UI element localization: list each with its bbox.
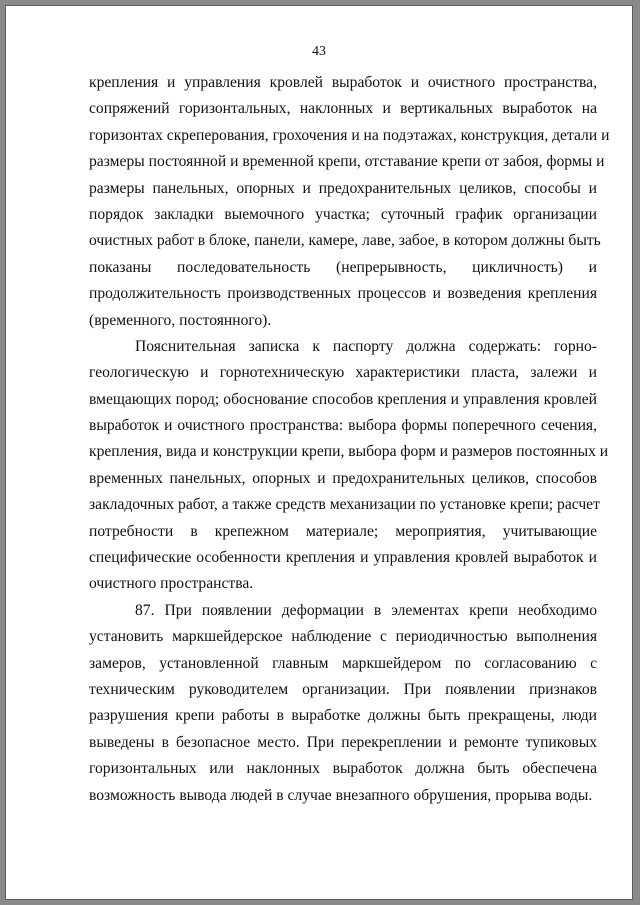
text-line: замеров, установленной главным маркшейдером по согласованию с xyxy=(89,654,597,672)
text-line: потребности в крепежном материале; мероприятия, учитывающие xyxy=(89,522,597,540)
text-line: геологическую и горнотехническую характеристики пласта, залежи и xyxy=(89,364,597,382)
paragraph-2 xyxy=(89,334,609,598)
text-line: размеры постоянной и временной крепи, отставание крепи от забоя, формы и xyxy=(89,153,605,171)
text-line: продолжительность производственных процессов и возведения крепления xyxy=(89,285,597,303)
paragraph-1 xyxy=(89,70,610,334)
document-page xyxy=(6,6,632,899)
text-line: крепления и управления кровлей выработок и очистного пространства, xyxy=(89,74,597,91)
text-line: выработок и очистного пространства: выбора формы поперечного сечения, xyxy=(89,417,597,435)
text-line: Пояснительная записка к паспорту должна содержать: горно- xyxy=(135,337,597,355)
text-line: специфические особенности крепления и управления кровлей выработок и xyxy=(89,549,597,567)
page-number: 43 xyxy=(312,44,326,59)
text-line: размеры панельных, опорных и предохранительных целиков, способы и xyxy=(89,179,597,197)
text-line: порядок закладки выемочного участка; суточный график организации xyxy=(89,205,597,223)
text-line: установить маркшейдерское наблюдение с периодичностью выполнения xyxy=(89,628,597,646)
document-body xyxy=(89,70,610,809)
text-line: разрушения крепи работы в выработке должны быть прекращены, люди xyxy=(89,707,597,725)
paragraph-87 xyxy=(89,598,597,809)
text-line: техническим руководителем организации. При появлении признаков xyxy=(89,680,597,698)
text-line: (временного, постоянного). xyxy=(89,311,272,329)
text-line: крепления, вида и конструкции крепи, выбора форм и размеров постоянных и xyxy=(89,443,609,461)
text-line: закладочных работ, а также средств механизации по установке крепи; расчет xyxy=(89,496,600,514)
text-line: временных панельных, опорных и предохранительных целиков, способов xyxy=(89,469,597,487)
text-line: очистных работ в блоке, панели, камере, лаве, забое, в котором должны быть xyxy=(89,232,601,250)
text-line: возможность вывода людей в случае внезапного обрушения, прорыва воды. xyxy=(89,786,593,804)
text-line: горизонтах скреперования, грохочения и на подэтажах, конструкция, детали и xyxy=(89,126,610,144)
text-line: 87. При появлении деформации в элементах крепи необходимо xyxy=(135,601,597,619)
text-line: показаны последовательность (непрерывность, цикличность) и xyxy=(89,258,597,276)
text-line: горизонтальных или наклонных выработок должна быть обеспечена xyxy=(89,760,597,778)
text-line: вмещающих пород; обоснование способов крепления и управления кровлей xyxy=(89,390,597,408)
text-line: очистного пространства. xyxy=(89,575,254,593)
text-line: сопряжений горизонтальных, наклонных и вертикальных выработок на xyxy=(89,100,597,118)
text-line: выведены в безопасное место. При перекреплении и ремонте тупиковых xyxy=(89,733,597,751)
